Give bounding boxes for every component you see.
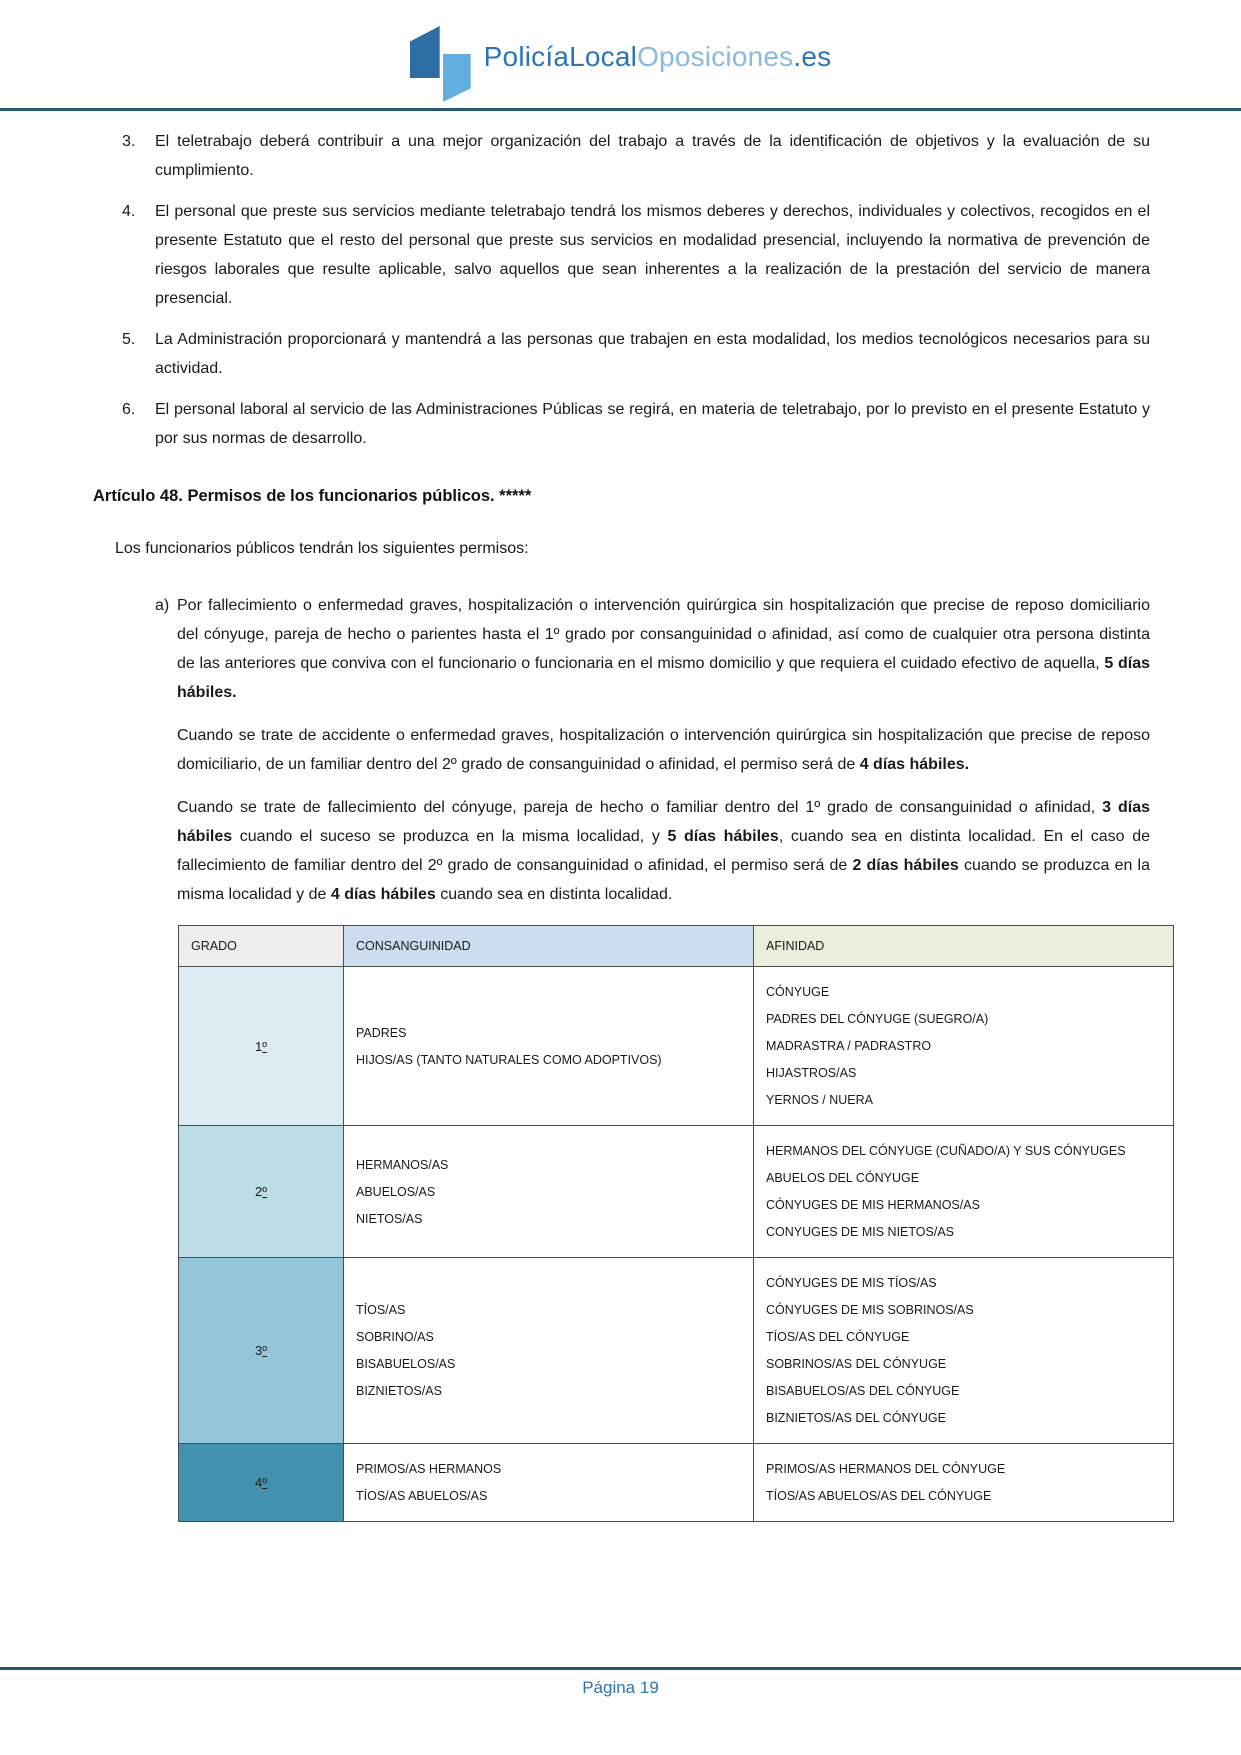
article-heading: Artículo 48. Permisos de los funcionarios públicos. ***** [93,487,532,505]
logo-shape-light [443,54,471,102]
item-number: 4. [122,203,136,220]
page-footer [0,1667,1241,1698]
numbered-list [93,127,1150,453]
relative-entry: SOBRINO/AS [356,1330,434,1344]
table-row [179,967,1174,1126]
footer-divider [0,1667,1241,1670]
relative-entry: ABUELOS/AS [356,1184,436,1199]
site-logo [410,20,832,94]
lettered-item-a [155,591,1150,909]
item-text: El personal que preste sus servicios mediante teletrabajo tendrá los mismos deberes y derechos, individuales y colectivos, recogidos en el presente Estatuto que el resto del personal que preste sus servicios en modalidad presencial, incluyendo la normativa de prevención de riesgos laborales que resulte aplicable, salvo aquellos que sean inherentes a la realización de la prestación del servicio de manera presencial. [155,203,1150,307]
relative-entry: PRIMOS/AS HERMANOS DEL CÓNYUGE [766,1462,1006,1476]
numbered-item [122,325,1150,383]
article-intro: Los funcionarios públicos tendrán los siguientes permisos: [115,540,529,557]
logo-brand-secondary: Oposiciones [637,41,794,72]
item-a-paragraph-text: Por fallecimiento o enfermedad graves, hospitalización o intervención quirúrgica sin hospitalización que precise de reposo domiciliario del cónyuge, pareja de hecho o parientes hasta el 1º grado por consanguinidad o afinidad, así como de cualquier otra persona distinta de las anteriores que conviva con el funcionario o funcionaria en el mismo domicilio y que requiera el cuidado efectivo de aquella, 5 días hábiles. [177,597,1150,701]
relative-entry: HERMANOS/AS [356,1157,449,1172]
relative-entry: PADRES [356,1025,407,1040]
item-number: 6. [122,401,136,418]
column-header-afinidad: AFINIDAD [754,926,1174,967]
table-row [179,1258,1174,1444]
kinship-table [178,925,1174,1522]
cell-afinidad [754,1444,1174,1522]
table-header-row [179,926,1174,967]
relative-entry: CÓNYUGE [766,985,830,999]
cell-consanguinidad [344,1444,754,1522]
cell-grado: 4º [179,1444,344,1522]
numbered-item [122,127,1150,185]
cell-afinidad [754,967,1174,1126]
item-a-paragraph [155,721,1150,779]
page-header [0,0,1241,108]
relative-entry: PRIMOS/AS HERMANOS [356,1462,502,1476]
item-number: 5. [122,331,136,348]
column-header-grado: GRADO [179,926,344,967]
item-text: El personal laboral al servicio de las Administraciones Públicas se regirá, en materia de teletrabajo, por lo previsto en el presente Estatuto y por sus normas de desarrollo. [155,401,1150,447]
relative-entry: TÍOS/AS ABUELOS/AS DEL CÓNYUGE [766,1489,992,1503]
relative-entry: PADRES DEL CÓNYUGE (SUEGRO/A) [766,1012,989,1026]
relative-entry: HIJOS/AS (TANTO NATURALES COMO ADOPTIVOS) [356,1052,662,1067]
relative-entry: YERNOS / NUERA [766,1093,873,1107]
relative-entry: CONYUGES DE MIS NIETOS/AS [766,1225,955,1239]
cell-afinidad [754,1258,1174,1444]
numbered-item [122,197,1150,313]
cell-consanguinidad [344,1126,754,1258]
logo-icon [410,20,472,94]
cell-grado: 2º [179,1126,344,1258]
relative-entry: HERMANOS DEL CÓNYUGE (CUÑADO/A) Y SUS CÓNYUGES [766,1144,1126,1158]
cell-afinidad [754,1126,1174,1258]
relative-entry: HIJASTROS/AS [766,1066,857,1080]
logo-text [484,41,832,73]
relative-entry: ABUELOS DEL CÓNYUGE [766,1171,920,1185]
cell-consanguinidad [344,1258,754,1444]
relative-entry: CÓNYUGES DE MIS HERMANOS/AS [766,1198,980,1212]
relative-entry: BIZNIETOS/AS DEL CÓNYUGE [766,1411,946,1425]
item-number: 3. [122,133,136,150]
relative-entry: NIETOS/AS [356,1211,423,1226]
logo-shape-dark [410,26,440,78]
item-a-paragraph-text: Cuando se trate de fallecimiento del cónyuge, pareja de hecho o familiar dentro del 1º grado de consanguinidad o afinidad, 3 días hábiles cuando el suceso se produzca en la misma localidad, y 5 días hábiles, cuando sea en distinta localidad. En el caso de fallecimiento de familiar dentro del 2º grado de consanguinidad o afinidad, el permiso será de 2 días hábiles cuando se produzca en la misma localidad y de 4 días hábiles cuando sea en distinta localidad. [177,799,1151,903]
numbered-item [122,395,1150,453]
relative-entry: TÍOS/AS [356,1303,406,1317]
page-number: Página 19 [582,1678,659,1697]
item-a-marker: a) [155,597,170,614]
relative-entry: SOBRINOS/AS DEL CÓNYUGE [766,1357,947,1371]
document-body [0,111,1241,1522]
item-text: La Administración proporcionará y mantendrá a las personas que trabajen en esta modalidad, los medios tecnológicos necesarios para su actividad. [155,331,1150,377]
relative-entry: TÍOS/AS DEL CÓNYUGE [766,1330,910,1344]
item-a-paragraph [155,793,1150,909]
relative-entry: CÓNYUGES DE MIS TÍOS/AS [766,1276,937,1290]
column-header-consanguinidad: CONSANGUINIDAD [344,926,754,967]
relative-entry: BISABUELOS/AS DEL CÓNYUGE [766,1384,960,1398]
relative-entry: CÓNYUGES DE MIS SOBRINOS/AS [766,1303,974,1317]
table-row [179,1126,1174,1258]
logo-brand-tld: .es [793,41,832,72]
cell-grado: 3º [179,1258,344,1444]
relative-entry: MADRASTRA / PADRASTRO [766,1039,932,1053]
logo-brand-primary: PolicíaLocal [483,41,638,72]
relative-entry: BISABUELOS/AS [356,1357,456,1371]
cell-grado: 1º [179,967,344,1126]
cell-consanguinidad [344,967,754,1126]
item-text: El teletrabajo deberá contribuir a una mejor organización del trabajo a través de la identificación de objetivos y la evaluación de su cumplimiento. [155,133,1150,179]
table-row [179,1444,1174,1522]
item-a-paragraph-text: Cuando se trate de accidente o enfermedad graves, hospitalización o intervención quirúrgica sin hospitalización que precise de reposo domiciliario, de un familiar dentro del 2º grado de consanguinidad o afinidad, el permiso será de 4 días hábiles. [177,727,1150,773]
relative-entry: TÍOS/AS ABUELOS/AS [356,1489,488,1503]
item-a-paragraph [155,591,1150,707]
relative-entry: BIZNIETOS/AS [356,1384,442,1398]
